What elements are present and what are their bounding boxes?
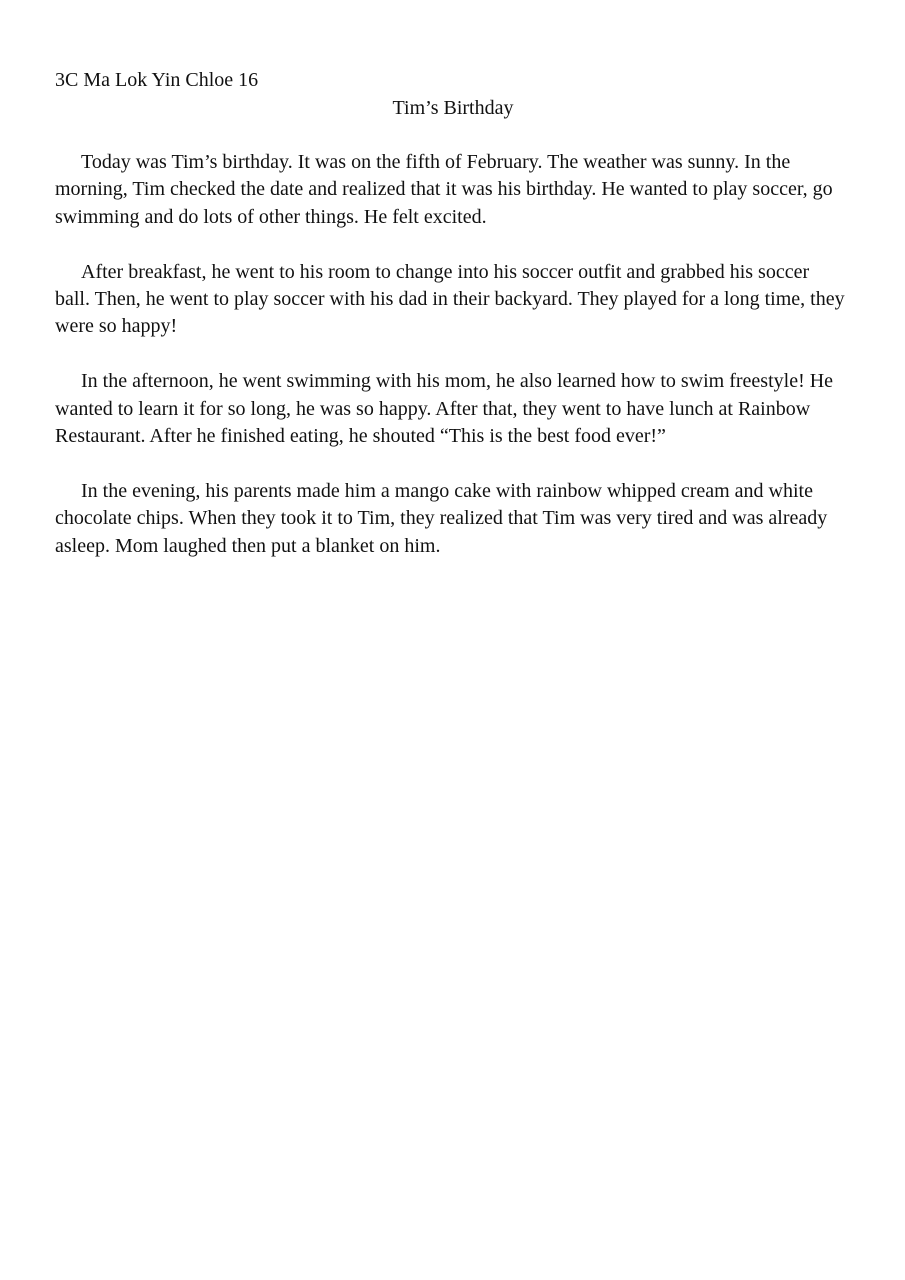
- author-line: 3C Ma Lok Yin Chloe 16: [55, 69, 259, 91]
- paragraph-2: After breakfast, he went to his room to change into his soccer outfit and grabbed his soccer ball. Then, he went to play soccer with his dad in their backyard. They played for a long time, they were so happy!: [55, 260, 845, 338]
- paragraph-3: In the afternoon, he went swimming with his mom, he also learned how to swim freestyle! He wanted to learn it for so long, he was so happy. After that, they went to have lunch at Rainbow Restaurant. After he finished eating, he shouted “This is the best food ever!”: [55, 370, 834, 448]
- document-page: [55, 66, 855, 587]
- story-title: Tim’s Birthday: [392, 97, 514, 119]
- story-body: [55, 149, 855, 560]
- paragraph-4: In the evening, his parents made him a mango cake with rainbow whipped cream and white chocolate chips. When they took it to Tim, they realized that Tim was very tired and was already asleep. Mom laughed then put a blanket on him.: [55, 479, 828, 557]
- paragraph-1: Today was Tim’s birthday. It was on the fifth of February. The weather was sunny. In the morning, Tim checked the date and realized that it was his birthday. He wanted to play soccer, go swimming and do lots of other things. He felt excited.: [55, 151, 833, 228]
